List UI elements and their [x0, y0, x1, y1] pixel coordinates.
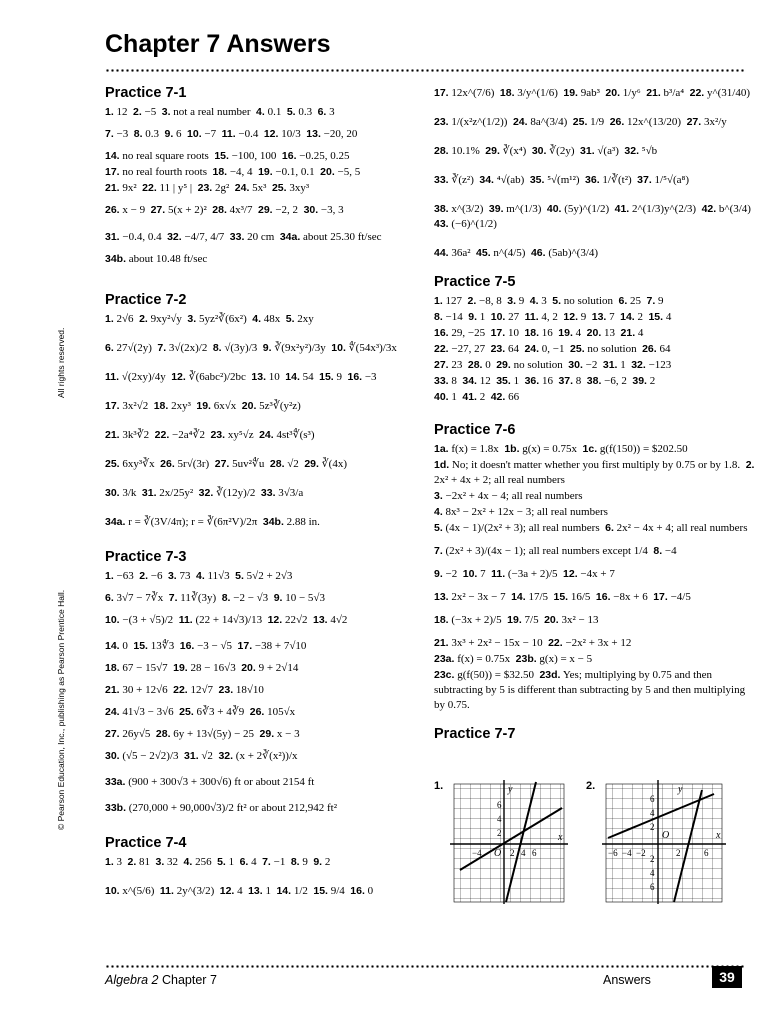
answer-line: 25. 6xy³∛x 26. 5r√(3r) 27. 5uv²∜u 28. √2 29. ∛(4x) [105, 458, 348, 470]
answer-line: 17. no real fourth roots 18. −4, 4 19. −0.1, 0.1 20. −5, 5 [105, 166, 361, 178]
answer-line: 33. ∛(z²) 34. ⁴√(ab) 35. ⁵√(m¹²) 36. 1/∛(t²) 37. 1/⁵√(a⁸) [434, 174, 689, 186]
footer-book-title [105, 973, 217, 987]
answer-line: 1. −63 2. −6 3. 73 4. 11√3 5. 5√2 + 2√3 [105, 570, 293, 582]
footer-chapter: Chapter 7 [162, 973, 217, 987]
answer-line: 21. 3x³ + 2x² − 15x − 10 22. −2x² + 3x + 12 [434, 637, 632, 649]
answer-lines [105, 105, 427, 267]
answer-line: 6. 3√7 − 7∛x 7. 11∛(3y) 8. −2 − √3 9. 10 − 5√3 [105, 592, 325, 604]
graph-1-x-tick: 4 [521, 848, 526, 858]
graph-2-label: 2. [586, 780, 596, 792]
graph-1-origin-label: O [494, 848, 502, 859]
graph-2-y-tick: 6 [650, 882, 655, 892]
answer-line: 33. 8 34. 12 35. 1 36. 16 37. 8 38. −6, 2 39. 2 [434, 375, 656, 387]
answer-line: 40. 1 41. 2 42. 66 [434, 391, 520, 403]
practice-7-7-graphs [434, 778, 744, 908]
footer-book: Algebra 2 [105, 973, 159, 987]
answer-line: 6. 27√(2y) 7. 3√(2x)/2 8. √(3y)/3 9. ∛(9x²y²)/3y 10. ∜(54x³)/3x [105, 342, 397, 354]
answer-line: 44. 36a² 45. n^(4/5) 46. (5ab)^(3/4) [434, 247, 599, 259]
answer-line: 7. −3 8. 0.3 9. 6 10. −7 11. −0.4 12. 10/3 13. −20, 20 [105, 128, 358, 140]
practice-7-2-section [105, 293, 427, 530]
answer-line: 26. x − 9 27. 5(x + 2)² 28. 4x³/7 29. −2, 2 30. −3, 3 [105, 204, 344, 216]
graph-2-y-tick: 2 [650, 822, 655, 832]
answer-line: 1d. No; it doesn't matter whether you first multiply by 0.75 or by 1.8. 2. 2x² + 4x + 2; all real numbers [434, 459, 758, 486]
graph-2-x-tick: −4 [622, 848, 632, 858]
answer-lines [434, 86, 756, 261]
graph-2-x-tick: 6 [704, 848, 709, 858]
answer-line: 27. 23 28. 0 29. no solution 30. −2 31. 1 32. −123 [434, 359, 672, 371]
rights-notice: All rights reserved. [56, 327, 66, 398]
section-title: Practice 7-1 [105, 85, 187, 101]
graph-1-y-tick: 6 [497, 800, 502, 810]
answer-line: 21. 9x² 22. 11 | y⁵ | 23. 2g² 24. 5x³ 25. 3xy³ [105, 182, 310, 194]
practice-7-4-section [105, 836, 427, 899]
practice-7-7-section [434, 727, 756, 742]
answer-line: 8. −14 9. 1 10. 27 11. 4, 2 12. 9 13. 7 14. 2 15. 4 [434, 311, 672, 323]
graph-2-grid [606, 784, 722, 902]
graph-2-y-tick: 6 [650, 794, 655, 804]
practice-7-5-section [434, 275, 756, 405]
answer-lines [105, 855, 427, 899]
answer-line: 11. √(2xy)/4y 12. ∛(6abc²)/2bc 13. 10 14. 54 15. 9 16. −3 [105, 371, 377, 383]
answer-line: 27. 26y√5 28. 6y + 13√(5y) − 25 29. x − 3 [105, 728, 300, 740]
graph-1-x-tick: 6 [532, 848, 537, 858]
graph-2-origin-label: O [662, 830, 670, 841]
graph-1-x-tick: −4 [472, 848, 482, 858]
footer-section: Answers [603, 973, 651, 987]
answer-line: 1. 2√6 2. 9xy²√y 3. 5yz²∛(6x²) 4. 48x 5. 2xy [105, 313, 314, 325]
graph-2-y-label: y [678, 784, 683, 795]
top-dotted-rule [105, 69, 746, 72]
section-title: Practice 7-3 [105, 549, 187, 565]
graph-2-y-tick: 4 [650, 808, 655, 818]
bottom-dotted-rule [105, 965, 746, 968]
right-answer-column [434, 86, 756, 756]
answer-line: 33a. (900 + 300√3 + 300√6) ft or about 2154 ft [105, 776, 315, 788]
graph-1-x-tick: 2 [510, 848, 515, 858]
left-answer-column [105, 86, 427, 913]
answer-line: 23c. g(f(50)) = $32.50 23d. Yes; multiplying by 0.75 and then subtracting by 5 is different than subtracting by 5 and then multiplying by 0.75. [434, 669, 748, 711]
answer-line: 3. −2x² + 4x − 4; all real numbers [434, 490, 583, 502]
answer-line: 1. 127 2. −8, 8 3. 9 4. 3 5. no solution 6. 25 7. 9 [434, 295, 664, 307]
graph-1-grid [454, 784, 564, 902]
answer-line: 23a. f(x) = 0.75x 23b. g(x) = x − 5 [434, 653, 593, 665]
graph-1-y-tick: 2 [497, 828, 502, 838]
answer-line: 1. 3 2. 81 3. 32 4. 256 5. 1 6. 4 7. −1 8. 9 9. 2 [105, 856, 331, 868]
answer-line: 24. 41√3 − 3√6 25. 6∛3 + 4∛9 26. 105√x [105, 706, 296, 718]
copyright-notice: © Pearson Education, Inc., publishing as Pearson Prentice Hall. [56, 589, 66, 830]
page-number: 39 [712, 966, 742, 988]
practice-7-1-section [105, 86, 427, 267]
graph-2-x-tick: 2 [676, 848, 681, 858]
practice-7-3-section [105, 550, 427, 816]
section-title: Practice 7-4 [105, 835, 187, 851]
answer-line: 14. no real square roots 15. −100, 100 16. −0.25, 0.25 [105, 150, 350, 162]
answer-line: 28. 10.1% 29. ∛(x⁴) 30. ∛(2y) 31. √(a³) 32. ⁵√b [434, 145, 658, 157]
answer-line: 34b. about 10.48 ft/sec [105, 253, 208, 265]
section-title: Practice 7-5 [434, 274, 516, 290]
graph-2-x-label: x [716, 830, 721, 841]
graph-2 [602, 778, 728, 906]
section-title: Practice 7-7 [434, 726, 516, 742]
answer-line: 17. 3x²√2 18. 2xy³ 19. 6x√x 20. 5z³∛(y²z) [105, 400, 301, 412]
answer-lines [105, 312, 427, 530]
graph-1-label: 1. [434, 780, 444, 792]
page-title: Chapter 7 Answers [105, 30, 331, 58]
answer-line: 5. (4x − 1)/(2x² + 3); all real numbers 6. 2x² − 4x + 4; all real numbers [434, 522, 748, 534]
graph-1-y-tick: 4 [497, 814, 502, 824]
graph-2-x-tick: −6 [608, 848, 618, 858]
graph-2-x-tick: −2 [636, 848, 646, 858]
graph-2-y-tick: 2 [650, 854, 655, 864]
answer-lines [434, 442, 756, 713]
answer-line: 18. (−3x + 2)/5 19. 7/5 20. 3x² − 13 [434, 614, 599, 626]
practice-7-4-continued-section [434, 86, 756, 261]
answer-line: 7. (2x² + 3)/(4x − 1); all real numbers except 1/4 8. −4 [434, 545, 677, 557]
answer-line: 33b. (270,000 + 90,000√3)/2 ft² or about 212,942 ft² [105, 802, 338, 814]
answer-line: 1. 12 2. −5 3. not a real number 4. 0.1 5. 0.3 6. 3 [105, 106, 335, 118]
answer-line: 30. (√5 − 2√2)/3 31. √2 32. (x + 2∛(x²))/x [105, 750, 298, 762]
answer-lines [434, 294, 756, 405]
graph-1-y-label: y [508, 784, 513, 795]
answer-line: 21. 3k³∛2 22. −2a⁴∛2 23. xy⁵√z 24. 4st³∜(s³) [105, 429, 315, 441]
answer-line: 10. x^(5/6) 11. 2y^(3/2) 12. 4 13. 1 14. 1/2 15. 9/4 16. 0 [105, 885, 374, 897]
answer-line: 9. −2 10. 7 11. (−3a + 2)/5 12. −4x + 7 [434, 568, 615, 580]
section-title: Practice 7-6 [434, 422, 516, 438]
practice-7-6-section [434, 423, 756, 713]
answer-line: 13. 2x² − 3x − 7 14. 17/5 15. 16/5 16. −8x + 6 17. −4/5 [434, 591, 691, 603]
answer-line: 30. 3/k 31. 2x/25y² 32. ∛(12y)/2 33. 3√3/a [105, 487, 304, 499]
answer-line: 34a. r = ∛(3V/4π); r = ∛(6π²V)/2π 34b. 2.88 in. [105, 516, 320, 528]
answer-line: 21. 30 + 12√6 22. 12√7 23. 18√10 [105, 684, 264, 696]
answer-line: 38. x^(3/2) 39. m^(1/3) 40. (5y)^(1/2) 41. 2^(1/3)y^(2/3) 42. b^(3/4) 43. (−6)^(1/2) [434, 203, 757, 230]
answer-line: 10. −(3 + √5)/2 11. (22 + 14√3)/13 12. 22√2 13. 4√2 [105, 614, 348, 626]
graph-2-y-tick: 4 [650, 868, 655, 878]
answer-line: 17. 12x^(7/6) 18. 3/y^(1/6) 19. 9ab³ 20. 1/y⁶ 21. b³/a⁴ 22. y^(31/40) [434, 87, 751, 99]
graph-1 [450, 778, 570, 906]
graph-1-x-label: x [558, 832, 563, 843]
answer-line: 22. −27, 27 23. 64 24. 0, −1 25. no solution 26. 64 [434, 343, 671, 355]
answer-lines [105, 569, 427, 816]
answer-line: 18. 67 − 15√7 19. 28 − 16√3 20. 9 + 2√14 [105, 662, 299, 674]
answer-line: 4. 8x³ − 2x² + 12x − 3; all real numbers [434, 506, 608, 518]
answer-line: 1a. f(x) = 1.8x 1b. g(x) = 0.75x 1c. g(f(150)) = $202.50 [434, 443, 688, 455]
answer-line: 31. −0.4, 0.4 32. −4/7, 4/7 33. 20 cm 34a. about 25.30 ft/sec [105, 231, 382, 243]
answer-line: 14. 0 15. 13∜3 16. −3 − √5 17. −38 + 7√10 [105, 640, 307, 652]
answer-line: 16. 29, −25 17. 10 18. 16 19. 4 20. 13 21. 4 [434, 327, 644, 339]
section-title: Practice 7-2 [105, 292, 187, 308]
answer-line: 23. 1/(x²z^(1/2)) 24. 8a^(3/4) 25. 1/9 26. 12x^(13/20) 27. 3x²/y [434, 116, 727, 128]
